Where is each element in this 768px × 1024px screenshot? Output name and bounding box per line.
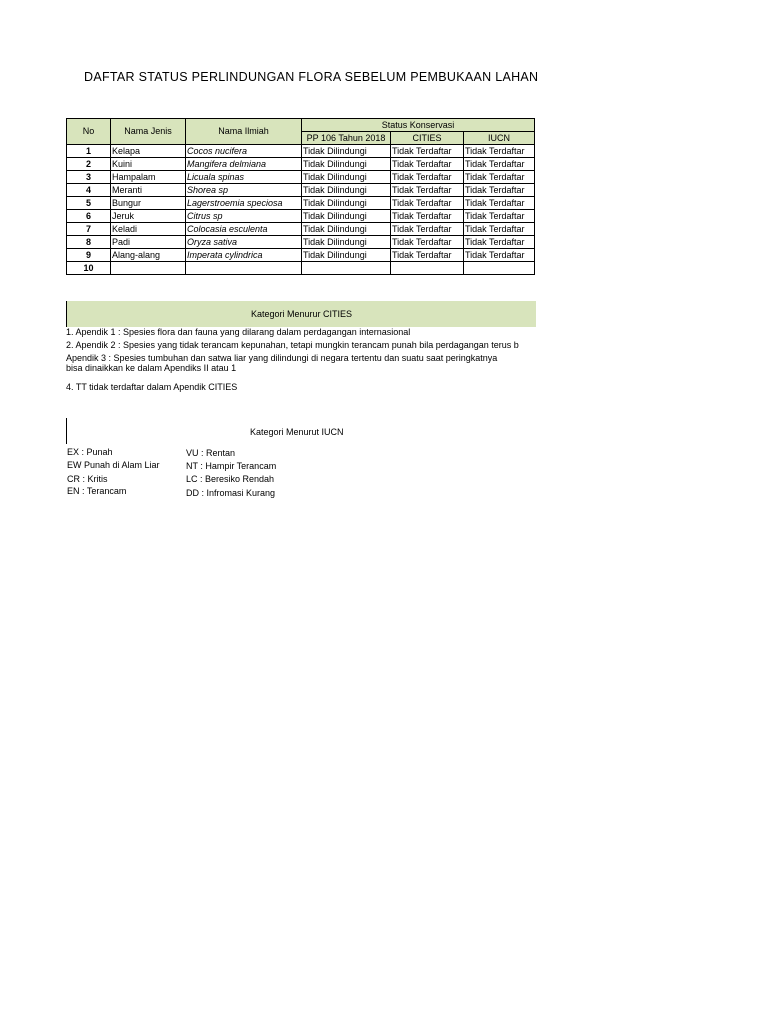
cell-nama-ilmiah: Cocos nucifera (186, 145, 302, 158)
cell-nama-jenis: Kelapa (111, 145, 186, 158)
iucn-dd: DD : Infromasi Kurang (186, 488, 276, 498)
header-nama-jenis: Nama Jenis (111, 119, 186, 145)
cell-nama-ilmiah: Mangifera delmiana (186, 158, 302, 171)
cell-nama-jenis: Padi (111, 236, 186, 249)
cell-iucn-status: Tidak Terdaftar (464, 210, 535, 223)
cell-cities-status: Tidak Terdaftar (391, 210, 464, 223)
cell-iucn-status: Tidak Terdaftar (464, 184, 535, 197)
cities-line-2: 2. Apendik 2 : Spesies yang tidak terancam kepunahan, tetapi mungkin terancam punah bila perdagangan terus b (66, 340, 519, 350)
table-row (67, 145, 535, 158)
table-row (67, 158, 535, 171)
cell-no: 2 (67, 158, 111, 171)
cell-cities-status: Tidak Terdaftar (391, 236, 464, 249)
table-row (67, 236, 535, 249)
cell-pp-status: Tidak Dilindungi (302, 249, 391, 262)
page-title: DAFTAR STATUS PERLINDUNGAN FLORA SEBELUM PEMBUKAAN LAHAN (84, 70, 539, 84)
cell-no: 9 (67, 249, 111, 262)
cities-line-4: bisa dinaikkan ke dalam Apendiks II atau 1 (66, 363, 237, 373)
header-cities: CITIES (391, 132, 464, 145)
cell-cities-status: Tidak Terdaftar (391, 145, 464, 158)
cities-heading: Kategori Menurur CITIES (66, 301, 536, 327)
cell-pp-status: Tidak Dilindungi (302, 236, 391, 249)
cities-line-3: Apendik 3 : Spesies tumbuhan dan satwa liar yang dilindungi di negara tertentu dan suatu saat peringkatnya (66, 353, 498, 363)
cell-nama-ilmiah (186, 262, 302, 275)
iucn-cr: CR : Kritis (67, 474, 108, 484)
cell-iucn-status: Tidak Terdaftar (464, 158, 535, 171)
iucn-lc: LC : Beresiko Rendah (186, 474, 275, 484)
cell-cities-status: Tidak Terdaftar (391, 197, 464, 210)
table-row (67, 223, 535, 236)
cell-nama-jenis: Kuini (111, 158, 186, 171)
cell-cities-status: Tidak Terdaftar (391, 158, 464, 171)
cell-cities-status: Tidak Terdaftar (391, 249, 464, 262)
cell-no: 4 (67, 184, 111, 197)
cell-nama-jenis: Bungur (111, 197, 186, 210)
cell-nama-ilmiah: Lagerstroemia speciosa (186, 197, 302, 210)
cell-nama-jenis: Keladi (111, 223, 186, 236)
header-pp: PP 106 Tahun 2018 (302, 132, 391, 145)
table-row (67, 197, 535, 210)
cell-cities-status: Tidak Terdaftar (391, 171, 464, 184)
iucn-en: EN : Terancam (67, 486, 127, 496)
cell-no: 10 (67, 262, 111, 275)
cell-nama-jenis: Jeruk (111, 210, 186, 223)
cell-pp-status: Tidak Dilindungi (302, 197, 391, 210)
cell-nama-ilmiah: Licuala spinas (186, 171, 302, 184)
cell-nama-ilmiah: Colocasia esculenta (186, 223, 302, 236)
iucn-heading: Kategori Menurut IUCN (250, 427, 344, 437)
cell-nama-jenis: Alang-alang (111, 249, 186, 262)
cell-iucn-status: Tidak Terdaftar (464, 171, 535, 184)
header-nama-ilmiah: Nama Ilmiah (186, 119, 302, 145)
table-row (67, 262, 535, 275)
iucn-vu: VU : Rentan (186, 448, 236, 458)
iucn-divider (66, 418, 67, 444)
cities-line-1: 1. Apendik 1 : Spesies flora dan fauna yang dilarang dalam perdagangan internasional (66, 327, 411, 337)
cell-iucn-status: Tidak Terdaftar (464, 236, 535, 249)
cell-pp-status: Tidak Dilindungi (302, 184, 391, 197)
header-iucn: IUCN (464, 132, 535, 145)
cell-nama-jenis: Meranti (111, 184, 186, 197)
cell-cities-status (391, 262, 464, 275)
cell-nama-jenis: Hampalam (111, 171, 186, 184)
cell-iucn-status: Tidak Terdaftar (464, 249, 535, 262)
cell-pp-status: Tidak Dilindungi (302, 145, 391, 158)
cell-no: 3 (67, 171, 111, 184)
table-row (67, 171, 535, 184)
iucn-ex: EX : Punah (67, 447, 113, 457)
cities-line-5: 4. TT tidak terdaftar dalam Apendik CITIES (66, 382, 238, 392)
cell-nama-ilmiah: Citrus sp (186, 210, 302, 223)
table-row (67, 249, 535, 262)
cell-no: 1 (67, 145, 111, 158)
cell-no: 5 (67, 197, 111, 210)
iucn-nt: NT : Hampir Terancam (186, 461, 277, 471)
cell-pp-status: Tidak Dilindungi (302, 171, 391, 184)
header-status-konservasi: Status Konservasi (302, 119, 535, 132)
cell-iucn-status: Tidak Terdaftar (464, 223, 535, 236)
cell-pp-status (302, 262, 391, 275)
cell-no: 6 (67, 210, 111, 223)
header-no: No (67, 119, 111, 145)
cell-nama-ilmiah: Imperata cylindrica (186, 249, 302, 262)
cell-cities-status: Tidak Terdaftar (391, 223, 464, 236)
cell-iucn-status (464, 262, 535, 275)
cell-nama-ilmiah: Shorea sp (186, 184, 302, 197)
cell-no: 8 (67, 236, 111, 249)
cell-nama-ilmiah: Oryza sativa (186, 236, 302, 249)
table-row (67, 184, 535, 197)
cell-nama-jenis (111, 262, 186, 275)
flora-status-table (66, 118, 535, 275)
table-row (67, 210, 535, 223)
cell-iucn-status: Tidak Terdaftar (464, 145, 535, 158)
iucn-ew: EW Punah di Alam Liar (67, 460, 160, 470)
cell-pp-status: Tidak Dilindungi (302, 210, 391, 223)
cell-cities-status: Tidak Terdaftar (391, 184, 464, 197)
cell-pp-status: Tidak Dilindungi (302, 223, 391, 236)
table-body (67, 145, 535, 275)
cell-pp-status: Tidak Dilindungi (302, 158, 391, 171)
cell-iucn-status: Tidak Terdaftar (464, 197, 535, 210)
cell-no: 7 (67, 223, 111, 236)
